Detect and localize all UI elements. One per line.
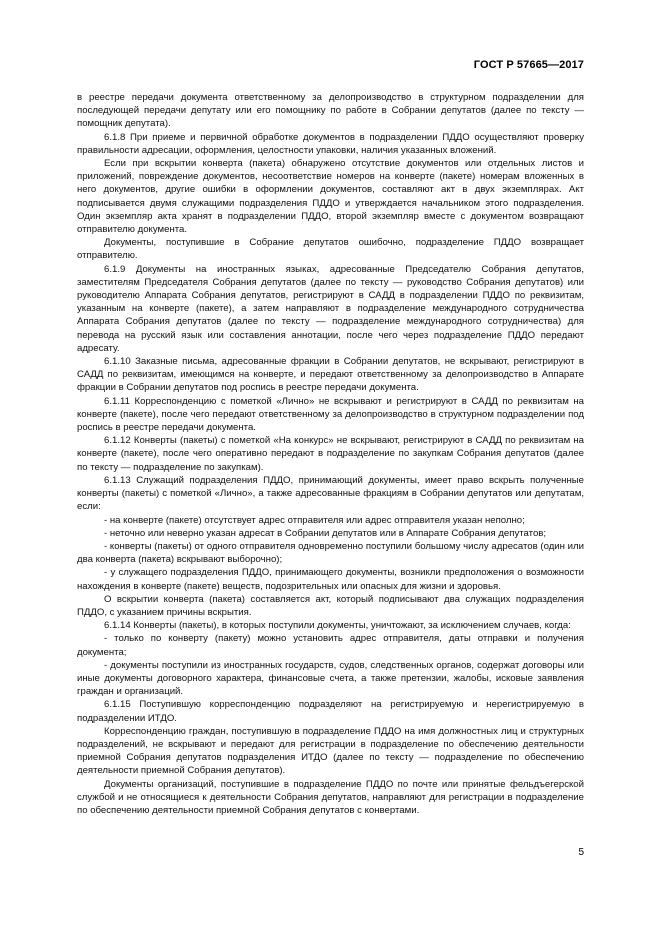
document-code: ГОСТ Р 57665—2017 [473,59,584,71]
paragraph: 6.1.8 При приеме и первичной обработке документов в подразделении ПДДО осуществляют проверку правильности адресации, оформления, целостности упаковки, наличия указанных вложений. [77,131,584,156]
paragraph: О вскрытии конверта (пакета) составляется акт, который подписывают два служащих подразделения ПДДО, с указанием причины вскрытия. [77,593,584,618]
paragraph: 6.1.11 Корреспонденцию с пометкой «Лично» не вскрывают и регистрируют в САДД по реквизитам на конверте (пакете), после чего передают ответственному за делопроизводство в структурном подразделении под роспись в реестре передачи документа. [77,395,584,434]
list-item: - неточно или неверно указан адресат в Собрании депутатов или в Аппарате Собрания депутатов; [104,527,547,539]
paragraph: 6.1.10 Заказные письма, адресованные фракции в Собрании депутатов, не вскрывают, регистрируют в САДД по реквизитам, имеющимся на конверте, и передают ответственному за делопроизводство в Аппарате фракции в Собрании депутатов под роспись в реестре передачи документа. [77,356,584,394]
paragraph: в реестре передачи документа ответственному за делопроизводство в структурном подразделении для последующей передачи депутату или его помощнику по работе в Собрании депутатов (далее по тексту — помощник депутата). [77,92,584,130]
document-body [77,91,584,817]
paragraph: 6.1.13 Служащий подразделения ПДДО, принимающий документы, имеет право вскрыть полученные конверты (пакеты) с пометкой «Лично», а также адресованные фракциям в Собрании депутатов или депутатам, если: [77,474,584,513]
paragraph: Документы организаций, поступившие в подразделение ПДДО по почте или принятые фельдъегерской службой и не относящиеся к деятельности Собрания депутатов, направляют для регистрации в подразделение по обеспечению деятельности приемной Собрания депутатов с конвертами. [77,778,584,816]
paragraph: Если при вскрытии конверта (пакета) обнаружено отсутствие документов или отдельных листов и приложений, повреждение документов, несоответствие номеров на конверте (пакете) номерам вложенных в него документов, другие ошибки в оформлении документов, составляют акт в двух экземплярах. Акт подписывается двумя служащими подразделения ПДДО и утверждается начальником этого подразделения. Один экземпляр акта хранят в подразделении ПДДО, второй экземпляр вместе с документом возвращают отправителю документа. [77,158,584,236]
list-item: - на конверте (пакете) отсутствует адрес отправителя или адрес отправителя указан неполно; [104,514,525,526]
paragraph: Документы, поступившие в Собрание депутатов ошибочно, подразделение ПДДО возвращает отправителю. [77,237,584,262]
list-item: - только по конверту (пакету) можно установить адрес отправителя, даты отправки и получения документа; [77,633,584,658]
paragraph: 6.1.14 Конверты (пакеты), в которых поступили документы, уничтожают, за исключением случаев, когда: [104,620,571,632]
paragraph: 6.1.15 Поступившую корреспонденцию подразделяют на регистрируемую и нерегистрируемую в подразделении ИТДО. [77,699,584,724]
paragraph: 6.1.9 Документы на иностранных языках, адресованные Председателю Собрания депутатов, заместителям Председателя Собрания депутатов (далее по тексту — руководство Собрания депутатов) или руководителю Аппарата Собрания депутатов, регистрируют в САДД в подразделении ПДДО по реквизитам, указанным на конверте (пакете), а затем направляют в подразделение международного сотрудничества Аппарата Собрания депутатов (далее по тексту — подразделение международного сотрудничества) для перевода на русский язык или составления аннотации, после чего через подразделение ПДДО передают адресату. [77,263,584,354]
list-item: - документы поступили из иностранных государств, судов, следственных органов, содержат договоры или иные документы договорного характера, финансовые счета, а также претензии, жалобы, исковые заявления граждан и организаций. [77,659,584,698]
list-item: - конверты (пакеты) от одного отправителя одновременно поступили большому числу адресатов (один или два конверта (пакета) вскрывают выборочно); [77,540,584,566]
paragraph: 6.1.12 Конверты (пакеты) с пометкой «На конкурс» не вскрывают, регистрируют в САДД по реквизитам на конверте (пакете), после чего оперативно передают в подразделение по закупкам Собрания депутатов (далее по тексту — подразделение по закупкам). [77,435,584,473]
list-item: - у служащего подразделения ПДДО, принимающего документы, возникли предположения о возможности нахождения в конверте (пакете) веществ, подозрительных или опасных для жизни и здоровья. [77,567,584,592]
page-number: 5 [578,847,584,858]
paragraph: Корреспонденцию граждан, поступившую в подразделение ПДДО на имя должностных лиц и структурных подразделений, не вскрывают и передают для регистрации в подразделение по обеспечению деятельности приемной Собрания депутатов подразделения ИТДО (далее по тексту — подразделение по обеспечению деятельности приемной Собрания депутатов). [77,725,584,777]
